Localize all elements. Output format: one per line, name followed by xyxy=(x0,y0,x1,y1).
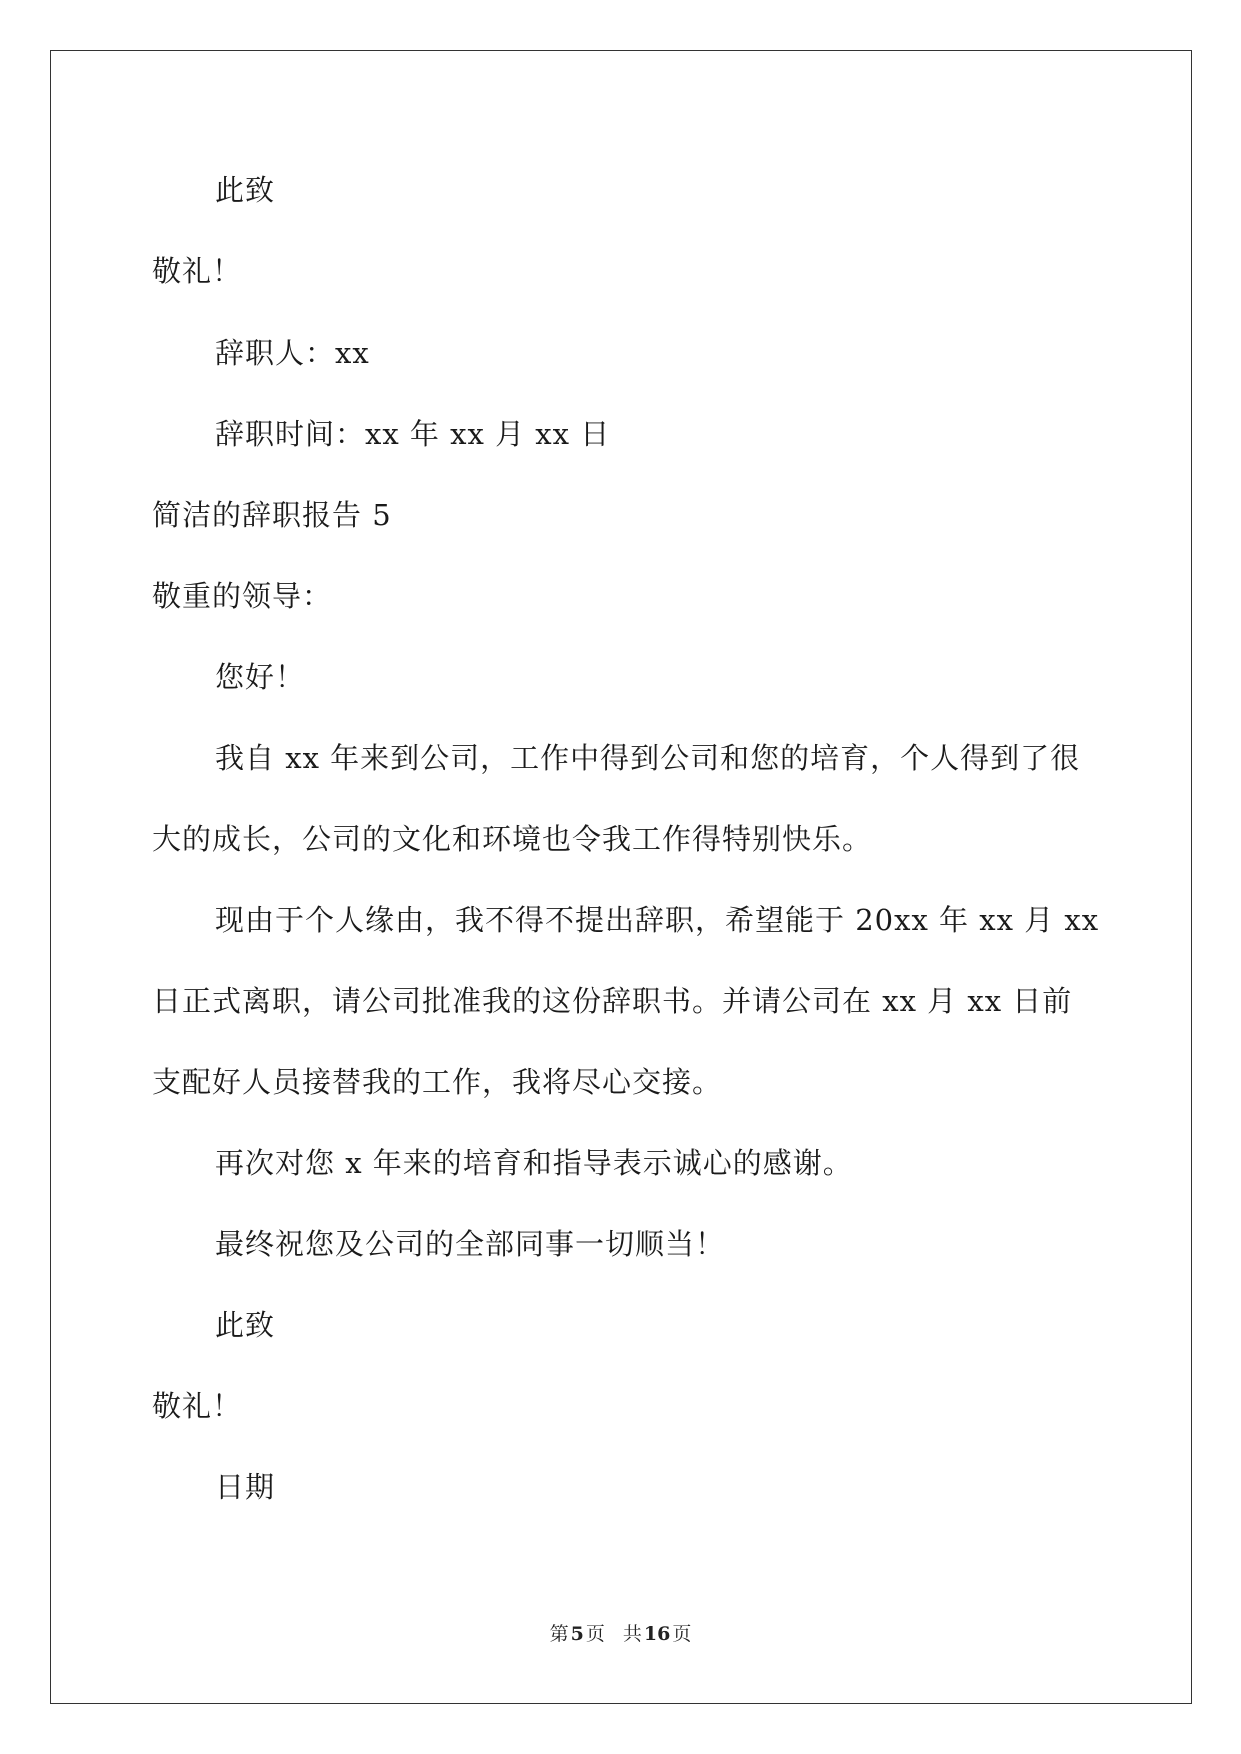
page-prefix: 第 xyxy=(549,1623,569,1645)
paragraph-3: 再次对您 x 年来的培育和指导表示诚心的感谢。 xyxy=(215,1146,853,1180)
page-total: 16 xyxy=(643,1623,671,1645)
letter-salutation: 敬重的领导： xyxy=(152,579,333,613)
greeting: 您好！ xyxy=(215,660,306,694)
section-heading: 简洁的辞职报告 5 xyxy=(152,498,392,532)
closing-salutation-2: 此致 xyxy=(215,1308,276,1342)
paragraph-1-line-2: 大的成长，公司的文化和环境也令我工作得特别快乐。 xyxy=(152,822,873,856)
resignation-date: 辞职时间：xx 年 xx 月 xx 日 xyxy=(215,417,611,451)
page-suffix: 页 xyxy=(585,1623,605,1645)
page-footer xyxy=(0,1622,1241,1646)
paragraph-2-line-3: 支配好人员接替我的工作，我将尽心交接。 xyxy=(152,1065,723,1099)
paragraph-4: 最终祝您及公司的全部同事一切顺当！ xyxy=(215,1227,726,1261)
closing-salutation-1: 此致 xyxy=(215,173,276,207)
closing-regards-2: 敬礼！ xyxy=(152,1389,243,1423)
closing-regards-1: 敬礼！ xyxy=(152,254,243,288)
page-current: 5 xyxy=(570,1623,584,1645)
page-border xyxy=(50,50,1192,1704)
date-label: 日期 xyxy=(215,1470,276,1504)
paragraph-1-line-1: 我自 xx 年来到公司，工作中得到公司和您的培育，个人得到了很 xyxy=(215,741,1081,775)
paragraph-2-line-1: 现由于个人缘由，我不得不提出辞职，希望能于 20xx 年 xx 月 xx xyxy=(215,903,1100,937)
resigner-name: 辞职人：xx xyxy=(215,336,370,370)
paragraph-2-line-2: 日正式离职，请公司批准我的这份辞职书。并请公司在 xx 月 xx 日前 xyxy=(152,984,1073,1018)
total-suffix: 页 xyxy=(672,1623,692,1645)
total-prefix: 共 xyxy=(622,1623,642,1645)
